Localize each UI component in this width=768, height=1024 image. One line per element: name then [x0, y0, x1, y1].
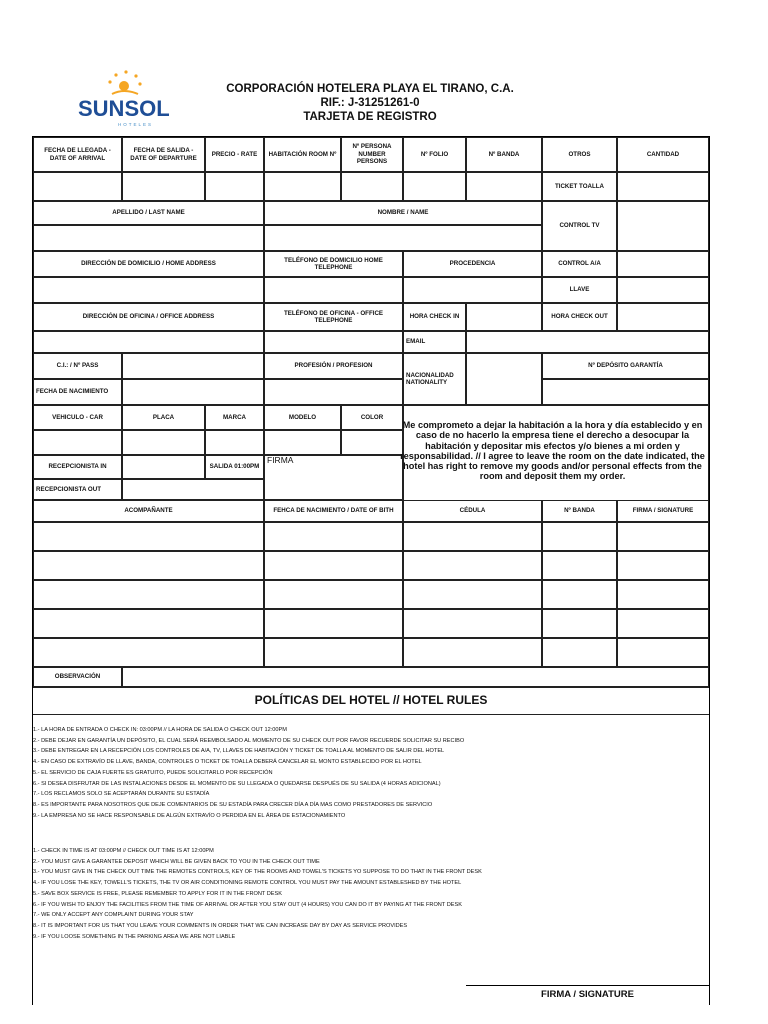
companion-cedula-field[interactable]: [403, 580, 542, 609]
banda-field[interactable]: [466, 172, 542, 201]
ci-field[interactable]: [122, 353, 264, 379]
companion-banda-field[interactable]: [542, 638, 617, 667]
label-nombre: NOMBRE / NAME: [264, 201, 542, 225]
logo-text: SUNSOL: [78, 96, 170, 121]
companion-signature-field[interactable]: [617, 580, 709, 609]
label-marca: MARCA: [205, 405, 264, 430]
companion-birth-field[interactable]: [264, 638, 403, 667]
cantidad-tv-field[interactable]: [617, 201, 709, 251]
rule-en: 1.- CHECK IN TIME IS AT 03:00PM // CHECK OUT TIME IS AT 12:00PM: [33, 848, 214, 854]
placa-field[interactable]: [122, 430, 205, 455]
room-field[interactable]: [264, 172, 341, 201]
companion-banda-field[interactable]: [542, 551, 617, 580]
vehiculo-field[interactable]: [33, 430, 122, 455]
company-name: CORPORACIÓN HOTELERA PLAYA EL TIRANO, C.A.: [226, 83, 514, 95]
signature-line[interactable]: [466, 985, 709, 986]
label-salida: SALIDA 01:00PM: [205, 455, 264, 479]
observacion-field[interactable]: [122, 667, 709, 687]
label-color: COLOR: [341, 405, 403, 430]
rule-en: 3.- YOU MUST GIVE IN THE CHECK OUT TIME THE REMOTES CONTROLS, KEY OF THE ROOMS AND TOWEL'S TICKETS YO SUPPOSE TO DO THAT IN THE FRONT DESK: [33, 869, 482, 876]
rule-en: 7.- WE ONLY ACCEPT ANY COMPLAINT DURING YOUR STAY: [33, 912, 194, 919]
rule-en: 6.- IF YOU WISH TO ENJOY THE FACILITIES FROM THE TIME OF ARRIVAL OR AFTER YOU STAY OUT (4 HOURS) YOU CAN DO IT BY PAYING AT THE FRONT DESK: [33, 901, 462, 908]
checkin-field[interactable]: [466, 303, 542, 331]
cantidad-llave-field[interactable]: [617, 277, 709, 303]
persons-field[interactable]: [341, 172, 403, 201]
companion-signature-field[interactable]: [617, 609, 709, 638]
companion-birth-field[interactable]: [264, 551, 403, 580]
label-office-address: DIRECCIÓN DE OFICINA / OFFICE ADDRESS: [33, 303, 264, 331]
label-nacimiento: FECHA DE NACIMIENTO: [33, 379, 122, 405]
companion-cedula-field[interactable]: [403, 522, 542, 551]
office-phone-field[interactable]: [264, 331, 403, 353]
procedencia-field[interactable]: [403, 277, 542, 303]
col-persons: Nº PERSONA NUMBER PERSONS: [341, 137, 403, 172]
nacimiento-field[interactable]: [122, 379, 264, 405]
label-home-address: DIRECCIÓN DE DOMICILIO / HOME ADDRESS: [33, 251, 264, 277]
document-header: [200, 82, 540, 124]
label-checkout: HORA CHECK OUT: [542, 303, 617, 331]
companion-cedula-field[interactable]: [403, 551, 542, 580]
label-banda: Nº BANDA: [542, 500, 617, 522]
rule-es: 1.- LA HORA DE ENTRADA O CHECK IN: 03:00PM // LA HORA DE SALIDA O CHECK OUT 12:00PM: [33, 727, 287, 733]
companion-birth-field[interactable]: [264, 609, 403, 638]
sunsol-logo: [72, 68, 182, 128]
col-otros: OTROS: [542, 137, 617, 172]
rule-es: 3.- DEBE ENTREGAR EN LA RECEPCIÓN LOS CONTROLES DE A/A, TV, LLAVES DE HABITACIÓN Y TICKET DE TOALLA AL MOMENTO DE SALIR DEL HOTEL: [33, 748, 445, 755]
col-arrival: FECHA DE LLEGADA - DATE OF ARRIVAL: [33, 137, 122, 172]
companion-banda-field[interactable]: [542, 580, 617, 609]
rule-es: 5.- EL SERVICIO DE CAJA FUERTE ES GRATUITO, PUEDE SOLICITARLO POR RECEPCIÓN: [33, 769, 273, 776]
rule-es: 8.- ES IMPORTANTE PARA NOSOTROS QUE DEJE COMENTARIOS DE SU ESTADÍA PARA CRECER DÍA A DÍA MAS COMO PRESTADORES DE SERVICIO: [33, 801, 433, 808]
folio-field[interactable]: [403, 172, 466, 201]
home-phone-field[interactable]: [264, 277, 403, 303]
rule-es: 4.- EN CASO DE EXTRAVÍO DE LLAVE, BANDA, CONTROLES O TICKET DE TOALLA DEBERÁ CANCELAR EL MONTO ESTABLECIDO POR EL HOTEL: [33, 759, 422, 766]
col-room: HABITACIÓN ROOM Nº: [264, 137, 341, 172]
rule-es: 6.- SI DESEA DISFRUTAR DE LAS INSTALACIONES DESDE EL MOMENTO DE SU LLEGADA O QUEDARSE DESPUÉS DE SU SALIDA (4 HORAS ADICIONAL): [33, 780, 441, 787]
label-modelo: MODELO: [264, 405, 341, 430]
email-field[interactable]: [466, 331, 709, 353]
recep-out-field[interactable]: [122, 479, 264, 500]
rules-spanish: [33, 725, 709, 821]
rule-en: 5.- SAVE BOX SERVICE IS FREE, PLEASE REMEMBER TO APPLY FOR IT IN THE FRONT DESK: [33, 890, 282, 897]
label-placa: PLACA: [122, 405, 205, 430]
label-fecha-nac: FEHCA DE NACIMIENTO / DATE OF BITH: [264, 500, 403, 522]
signature-label: FIRMA / SIGNATURE: [541, 989, 634, 1000]
rule-es: 9.- LA EMPRESA NO SE HACE RESPONSABLE DE ALGÚN EXTRAVÍO O PERDIDA EN EL ÁREA DE ESTACIONAMIENTO: [33, 812, 346, 819]
companion-name-field[interactable]: [33, 638, 264, 667]
label-firma-signature: FIRMA / SIGNATURE: [617, 500, 709, 522]
col-rate: PRECIO - RATE: [205, 137, 264, 172]
nombre-field[interactable]: [264, 225, 542, 251]
modelo-field[interactable]: [264, 430, 341, 455]
companion-signature-field[interactable]: [617, 638, 709, 667]
color-field[interactable]: [341, 430, 403, 455]
profesion-field[interactable]: [264, 379, 403, 405]
checkout-field[interactable]: [617, 303, 709, 331]
document-title: TARJETA DE REGISTRO: [303, 111, 437, 123]
apellido-field[interactable]: [33, 225, 264, 251]
label-vehiculo: VEHICULO - CAR: [33, 405, 122, 430]
companion-cedula-field[interactable]: [403, 609, 542, 638]
cantidad-ac-field[interactable]: [617, 251, 709, 277]
label-checkin: HORA CHECK IN: [403, 303, 466, 331]
otros-ticket-toalla: TICKET TOALLA: [542, 172, 617, 201]
companion-name-field[interactable]: [33, 609, 264, 638]
companion-signature-field[interactable]: [617, 551, 709, 580]
logo-subtext: HOTELES: [118, 122, 154, 127]
company-rif: RIF.: J-31251261-0: [320, 97, 420, 109]
home-address-field[interactable]: [33, 277, 264, 303]
rule-en: 4.- IF YOU LOSE THE KEY, TOWELL'S TICKETS, THE TV OR AIR CONDITIONING REMOTE CONTROL YOU MUST PAY THE AMOUNT ESTABLESHED BY THE HOTEL: [33, 880, 462, 887]
companion-birth-field[interactable]: [264, 522, 403, 551]
companion-banda-field[interactable]: [542, 522, 617, 551]
rules-english: [33, 846, 709, 942]
companion-name-field[interactable]: [33, 580, 264, 609]
office-address-field[interactable]: [33, 331, 264, 353]
marca-field[interactable]: [205, 430, 264, 455]
label-apellido: APELLIDO / LAST NAME: [33, 201, 264, 225]
rule-en: 2.- YOU MUST GIVE A GARANTEE DEPOSIT WHICH WILL BE GIVEN BACK TO YOU IN THE CHECK OUT TIME: [33, 858, 320, 865]
companion-cedula-field[interactable]: [403, 638, 542, 667]
rule-en: 9.- IF YOU LOOSE SOMETHING IN THE PARKING AREA WE ARE NOT LIABLE: [33, 933, 236, 940]
companion-signature-field[interactable]: [617, 522, 709, 551]
deposito-field[interactable]: [542, 379, 709, 405]
label-email: EMAIL: [403, 331, 466, 353]
registration-form: [32, 136, 710, 1005]
col-cantidad: CANTIDAD: [617, 137, 709, 172]
label-office-phone: TELÉFONO DE OFICINA - OFFICE TELEPHONE: [264, 303, 403, 331]
commitment-text: Me comprometo a dejar la habitación a la hora y día establecido y en caso de no hacerlo la empresa tiene el derecho a desocupar la habitación y depositar mis efectos y/o bienes a mi orden y responsabilidad. // I agree to leave the room on the date indicated, the hotel has right to remove my goods and/or personal effects from the room and deposit them my order.: [400, 420, 705, 482]
arrival-field[interactable]: [33, 172, 122, 201]
label-procedencia: PROCEDENCIA: [403, 251, 542, 277]
label-ci: C.I.: / Nº PASS: [33, 353, 122, 379]
companion-name-field[interactable]: [33, 551, 264, 580]
label-cedula: CÉDULA: [403, 500, 542, 522]
label-acompanante: ACOMPAÑANTE: [33, 500, 264, 522]
departure-field[interactable]: [122, 172, 205, 201]
rate-field[interactable]: [205, 172, 264, 201]
rules-title: POLÍTICAS DEL HOTEL // HOTEL RULES: [254, 693, 488, 707]
nacionalidad-field[interactable]: [466, 353, 542, 405]
rule-es: 2.- DEBE DEJAR EN GARANTÍA UN DEPÓSITO, EL CUAL SERÁ REEMBOLSADO AL MOMENTO DE SU CHECK OUT POR FAVOR RECUERDE SOLICITAR SU RECIBO: [33, 737, 465, 744]
companion-banda-field[interactable]: [542, 609, 617, 638]
sun-icon: [108, 70, 141, 94]
label-profesion: PROFESIÓN / PROFESION: [264, 353, 403, 379]
label-home-phone: TELÉFONO DE DOMICILIO HOME TELEPHONE: [264, 251, 403, 277]
otros-control-ac: CONTROL A/A: [542, 251, 617, 277]
recep-in-field[interactable]: [122, 455, 205, 479]
rule-en: 8.- IT IS IMPORTANT FOR US THAT YOU LEAVE YOUR COMMENTS IN ORDER THAT WE CAN INCREASE DAY BY DAY AS SERVICE PROVIDES: [33, 922, 408, 929]
otros-control-tv: CONTROL TV: [542, 201, 617, 251]
label-observacion: OBSERVACIÓN: [33, 667, 122, 687]
companion-name-field[interactable]: [33, 522, 264, 551]
label-firma[interactable]: FIRMA: [264, 455, 403, 500]
rule-es: 7.- LOS RECLAMOS SOLO SE ACEPTARÁN DURANTE SU ESTADÍA: [33, 791, 210, 798]
label-nacionalidad: NACIONALIDAD NATIONALITY: [403, 353, 466, 405]
col-departure: FECHA DE SALIDA - DATE OF DEPARTURE: [122, 137, 205, 172]
label-recep-out: RECEPCIONISTA OUT: [33, 479, 122, 500]
label-recep-in: RECEPCIONISTA IN: [33, 455, 122, 479]
col-folio: Nº FOLIO: [403, 137, 466, 172]
otros-llave: LLAVE: [542, 277, 617, 303]
companion-birth-field[interactable]: [264, 580, 403, 609]
cantidad-ticket-field[interactable]: [617, 172, 709, 201]
label-deposito: Nº DEPÓSITO GARANTÍA: [542, 353, 709, 379]
col-banda: Nº BANDA: [466, 137, 542, 172]
